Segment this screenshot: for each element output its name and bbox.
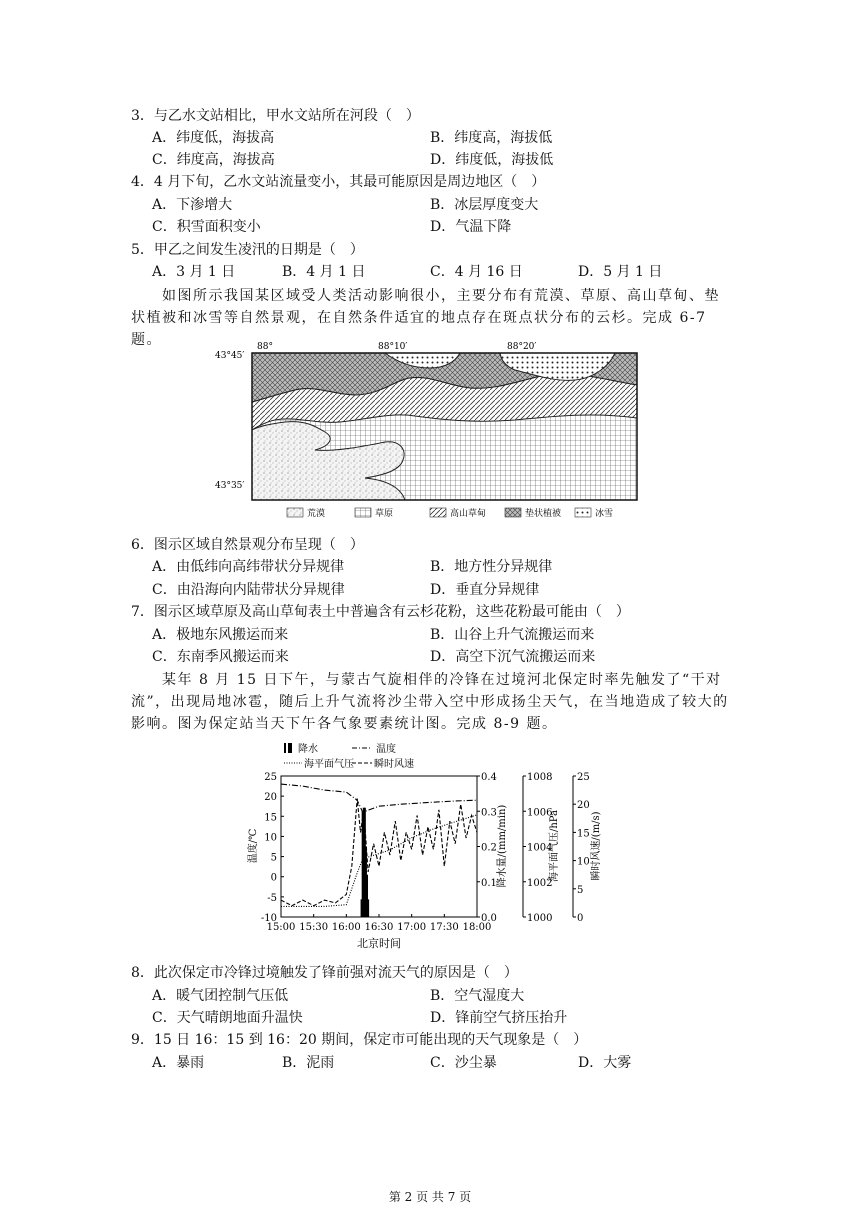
legend-pressure: 海平面气压 <box>304 759 354 770</box>
legend-grassland: 草原 <box>375 509 394 519</box>
q8-option-d[interactable]: D．锋前空气挤压抬升 <box>430 1010 568 1026</box>
pressure-tick-label: 1004 <box>527 842 553 854</box>
chart-legend <box>284 742 414 770</box>
q5-option-b[interactable]: B．4 月 1 日 <box>282 264 366 280</box>
intro-8-9: 某年 8 月 15 日下午，与蒙古气旋相伴的冷锋在过境河北保定时率先触发了“干对流”，出现局地冰雹，随后上升气流将沙尘带入空中形成扬尘天气，在当地造成了较大的影响。图为保定站当天下午各气象要素统计图。完成 8-9 题。 <box>131 672 729 732</box>
q9-option-a[interactable]: A．暴雨 <box>152 1055 205 1071</box>
temp-tick-label: 15 <box>264 812 277 824</box>
q3-option-d[interactable]: D．纬度低，海拔低 <box>430 152 554 168</box>
q7-option-b[interactable]: B．山谷上升气流搬运而来 <box>430 627 595 643</box>
precip-tick-label: 0.4 <box>481 772 497 783</box>
pressure-tick-label: 1006 <box>527 807 553 819</box>
q5-option-d[interactable]: D．5 月 1 日 <box>578 264 663 280</box>
q5-option-a[interactable]: A．3 月 1 日 <box>152 264 236 280</box>
q3-option-c[interactable]: C．纬度高，海拔高 <box>152 152 275 168</box>
wind-tick-label: 25 <box>577 772 590 783</box>
intro-6-7: 如图所示我国某区域受人类活动影响很小，主要分布有荒漠、草原、高山草甸、垫状植被和冰雪等自然景观，在自然条件适宜的地点存在斑点状分布的云杉。完成 6-7 题。 <box>131 288 720 348</box>
temp-tick-label: -5 <box>267 892 277 904</box>
x-tick-label: 18:00 <box>462 922 492 933</box>
precip-tick-label: 0.3 <box>481 807 497 819</box>
lat-label-2: 43°35′ <box>215 481 245 491</box>
question-6-stem: 6．图示区域自然景观分布呈现（ ） <box>131 537 364 553</box>
question-7-stem: 7．图示区域草原及高山草甸表土中普遍含有云杉花粉，这些花粉最可能由（ ） <box>131 604 630 620</box>
q7-option-c[interactable]: C．东南季风搬运而来 <box>152 649 289 665</box>
q8-option-b[interactable]: B．空气湿度大 <box>430 988 525 1004</box>
question-3-stem: 3．与乙水文站相比，甲水文站所在河段（ ） <box>131 108 420 124</box>
q9-option-c[interactable]: C．沙尘暴 <box>430 1055 497 1071</box>
q4-option-b[interactable]: B．冰层厚度变大 <box>430 197 539 213</box>
landscape-map <box>215 340 645 530</box>
precip-axis-title: 降水量/(mm/min) <box>497 804 508 888</box>
q5-option-c[interactable]: C．4 月 16 日 <box>430 264 523 280</box>
map-legend <box>287 507 613 519</box>
legend-meadow: 高山草甸 <box>450 509 487 519</box>
x-tick-label: 16:00 <box>331 922 361 933</box>
pressure-tick-label: 1008 <box>527 772 553 783</box>
temp-axis-title: 温度/℃ <box>248 828 259 864</box>
q4-option-d[interactable]: D．气温下降 <box>430 219 512 235</box>
wind-tick-label: 5 <box>577 884 584 896</box>
q8-option-c[interactable]: C．天气晴朗地面升温快 <box>152 1010 303 1026</box>
temp-tick-label: 25 <box>264 772 277 783</box>
q3-option-a[interactable]: A．纬度低，海拔高 <box>152 130 275 146</box>
q8-option-a[interactable]: A．暖气团控制气压低 <box>152 988 289 1004</box>
question-5-stem: 5．甲乙之间发生凌汛的日期是（ ） <box>131 242 364 258</box>
x-axis-title: 北京时间 <box>357 937 401 950</box>
q4-option-c[interactable]: C．积雪面积变小 <box>152 219 261 235</box>
precip-tick-label: 0.0 <box>481 913 497 924</box>
x-tick-label: 15:00 <box>266 922 296 933</box>
legend-cushion: 垫状植被 <box>525 509 562 519</box>
legend-temp: 温度 <box>376 744 396 755</box>
q9-option-b[interactable]: B．泥雨 <box>282 1055 335 1071</box>
temp-tick-label: -10 <box>260 913 277 924</box>
lon-label-1: 88° <box>257 342 273 352</box>
lon-label-2: 88°10′ <box>378 342 408 352</box>
x-tick-label: 17:00 <box>397 922 427 933</box>
pressure-tick-label: 1002 <box>527 877 553 889</box>
x-tick-label: 16:30 <box>364 922 394 933</box>
temp-tick-label: 5 <box>270 852 277 864</box>
lat-label-1: 43°45′ <box>215 351 245 361</box>
temp-tick-label: 20 <box>264 792 277 804</box>
x-tick-label: 17:30 <box>429 922 459 933</box>
q4-option-a[interactable]: A．下渗增大 <box>152 197 233 213</box>
page-footer: 第 2 页 共 7 页 <box>388 1190 472 1204</box>
question-9-stem: 9．15 日 16：15 到 16：20 期间，保定市可能出现的天气现象是（ ） <box>131 1032 588 1048</box>
precip-tick-label: 0.2 <box>481 842 497 854</box>
temp-tick-label: 0 <box>270 872 277 884</box>
precip-tick-label: 0.1 <box>481 877 497 889</box>
pressure-line <box>281 815 477 907</box>
wind-axis-title: 瞬时风速/(m/s) <box>591 811 602 881</box>
q3-option-b[interactable]: B．纬度高，海拔低 <box>430 130 553 146</box>
temp-tick-label: 10 <box>264 832 277 844</box>
pressure-tick-label: 1000 <box>527 913 553 924</box>
legend-wind: 瞬时风速 <box>374 759 414 770</box>
q6-option-d[interactable]: D．垂直分异规律 <box>430 582 540 598</box>
wind-tick-label: 0 <box>577 913 584 924</box>
question-8-stem: 8．此次保定市冷锋过境触发了锋前强对流天气的原因是（ ） <box>131 965 518 981</box>
q6-option-a[interactable]: A．由低纬向高纬带状分异规律 <box>152 559 345 575</box>
wind-tick-label: 20 <box>577 800 590 812</box>
q7-option-a[interactable]: A．极地东风搬运而来 <box>152 627 289 643</box>
wind-tick-label: 10 <box>577 856 590 868</box>
legend-desert: 荒漠 <box>307 509 326 519</box>
wind-tick-label: 15 <box>577 828 590 840</box>
q6-option-c[interactable]: C．由沿海向内陆带状分异规律 <box>152 582 345 598</box>
lon-label-3: 88°20′ <box>507 342 537 352</box>
question-4-stem: 4．4 月下旬，乙水文站流量变小，其最可能原因是周边地区（ ） <box>131 174 546 190</box>
weather-chart <box>240 740 620 955</box>
temperature-line <box>281 784 477 812</box>
q6-option-b[interactable]: B．地方性分异规律 <box>430 559 553 575</box>
x-tick-label: 15:30 <box>299 922 329 933</box>
pressure-axis-title: 海平面气压/hPa <box>549 809 560 883</box>
q7-option-d[interactable]: D．高空下沉气流搬运而来 <box>430 649 596 665</box>
wind-line <box>281 799 477 906</box>
q9-option-d[interactable]: D．大雾 <box>578 1055 632 1071</box>
legend-precip: 降水 <box>298 744 318 755</box>
precip-bar <box>367 899 369 917</box>
legend-snow: 冰雪 <box>595 509 614 519</box>
